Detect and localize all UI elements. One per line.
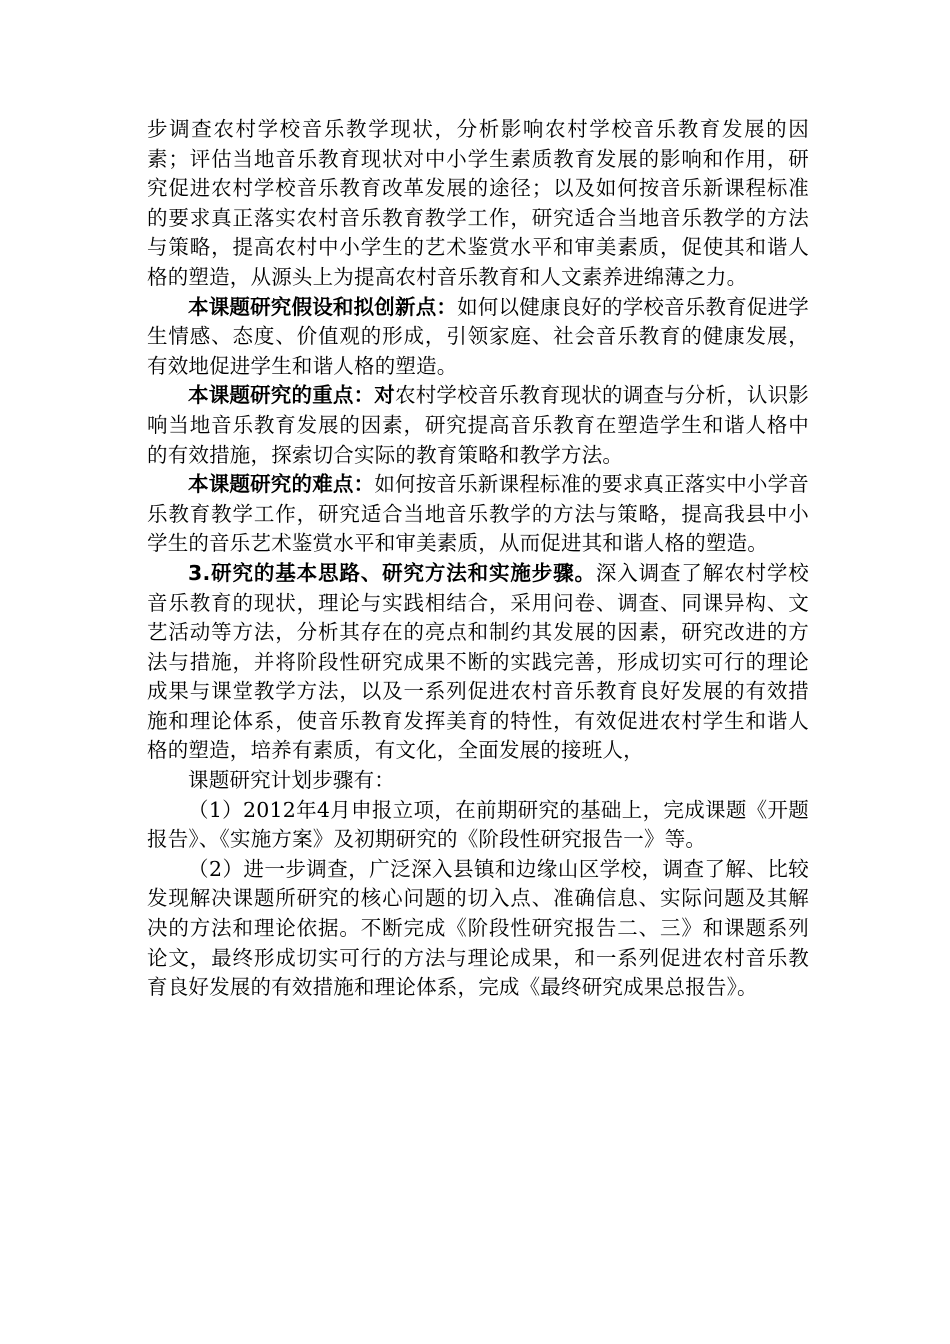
methodology-text: 深入调查了解农村学校音乐教育的现状，理论与实践相结合，采用问卷、调查、同课异构、文艺活动等方法，分析其存在的亮点和制约其发展的因素，研究改进的方法与措施，并将阶段性研究成果不断的实践完善，形成切实可行的理论成果与课堂教学方法，以及一系列促进农村音乐教育良好发展的有效措施和理论体系，使音乐教育发挥美育的特性，有效促进农村学生和谐人格的塑造，培养有素质，有文化，全面发展的接班人， [147, 560, 809, 763]
key-points-text: 农村学校音乐教育现状的调查与分析，认识影响当地音乐教育发展的因素，研究提高音乐教育在塑造学生和谐人格中的有效措施，探索切合实际的教育策略和教学方法。 [147, 383, 809, 467]
hypothesis-heading: 本课题研究假设和拟创新点： [188, 294, 458, 319]
paragraph-hypothesis [147, 293, 809, 382]
methodology-heading: 3.研究的基本思路、研究方法和实施步骤。 [188, 560, 596, 585]
paragraph-plan-intro: 课题研究计划步骤有： [188, 768, 395, 793]
key-points-heading: 本课题研究的重点：对 [188, 383, 395, 408]
difficulties-text: 如何按音乐新课程标准的要求真正落实中小学音乐教育教学工作，研究适合当地音乐教学的方法与策略，提高我县中小学生的音乐艺术鉴赏水平和审美素质，从而促进其和谐人格的塑造。 [147, 472, 810, 556]
hypothesis-text: 如何以健康良好的学校音乐教育促进学生情感、态度、价值观的形成，引领家庭、社会音乐教育的健康发展，有效地促进学生和谐人格的塑造。 [147, 294, 810, 378]
paragraph-plan-step-1: （1）2012年4月申报立项，在前期研究的基础上，完成课题《开题报告》、《实施方案》及初期研究的《阶段性研究报告一》等。 [147, 797, 809, 852]
paragraph-survey-continuation: 步调查农村学校音乐教学现状，分析影响农村学校音乐教育发展的因素；评估当地音乐教育现状对中小学生素质教育发展的影响和作用，研究促进农村学校音乐教育改革发展的途径；以及如何按音乐新课程标准的要求真正落实农村音乐教育教学工作，研究适合当地音乐教学的方法与策略，提高农村中小学生的艺术鉴赏水平和审美素质，促使其和谐人格的塑造，从源头上为提高农村音乐教育和人文素养进绵薄之力。 [147, 117, 809, 289]
paragraph-key-points [147, 381, 809, 470]
difficulties-heading: 本课题研究的难点： [188, 472, 375, 497]
paragraph-plan-step-2: （2）进一步调查，广泛深入县镇和边缘山区学校，调查了解、比较发现解决课题所研究的核心问题的切入点、准确信息、实际问题及其解决的方法和理论依据。不断完成《阶段性研究报告二、三》和课题系列论文，最终形成切实可行的方法与理论成果，和一系列促进农村音乐教育良好发展的有效措施和理论体系，完成《最终研究成果总报告》。 [147, 856, 809, 1000]
paragraph-methodology [147, 559, 809, 766]
paragraph-difficulties [147, 470, 809, 559]
document-body [147, 115, 809, 1003]
